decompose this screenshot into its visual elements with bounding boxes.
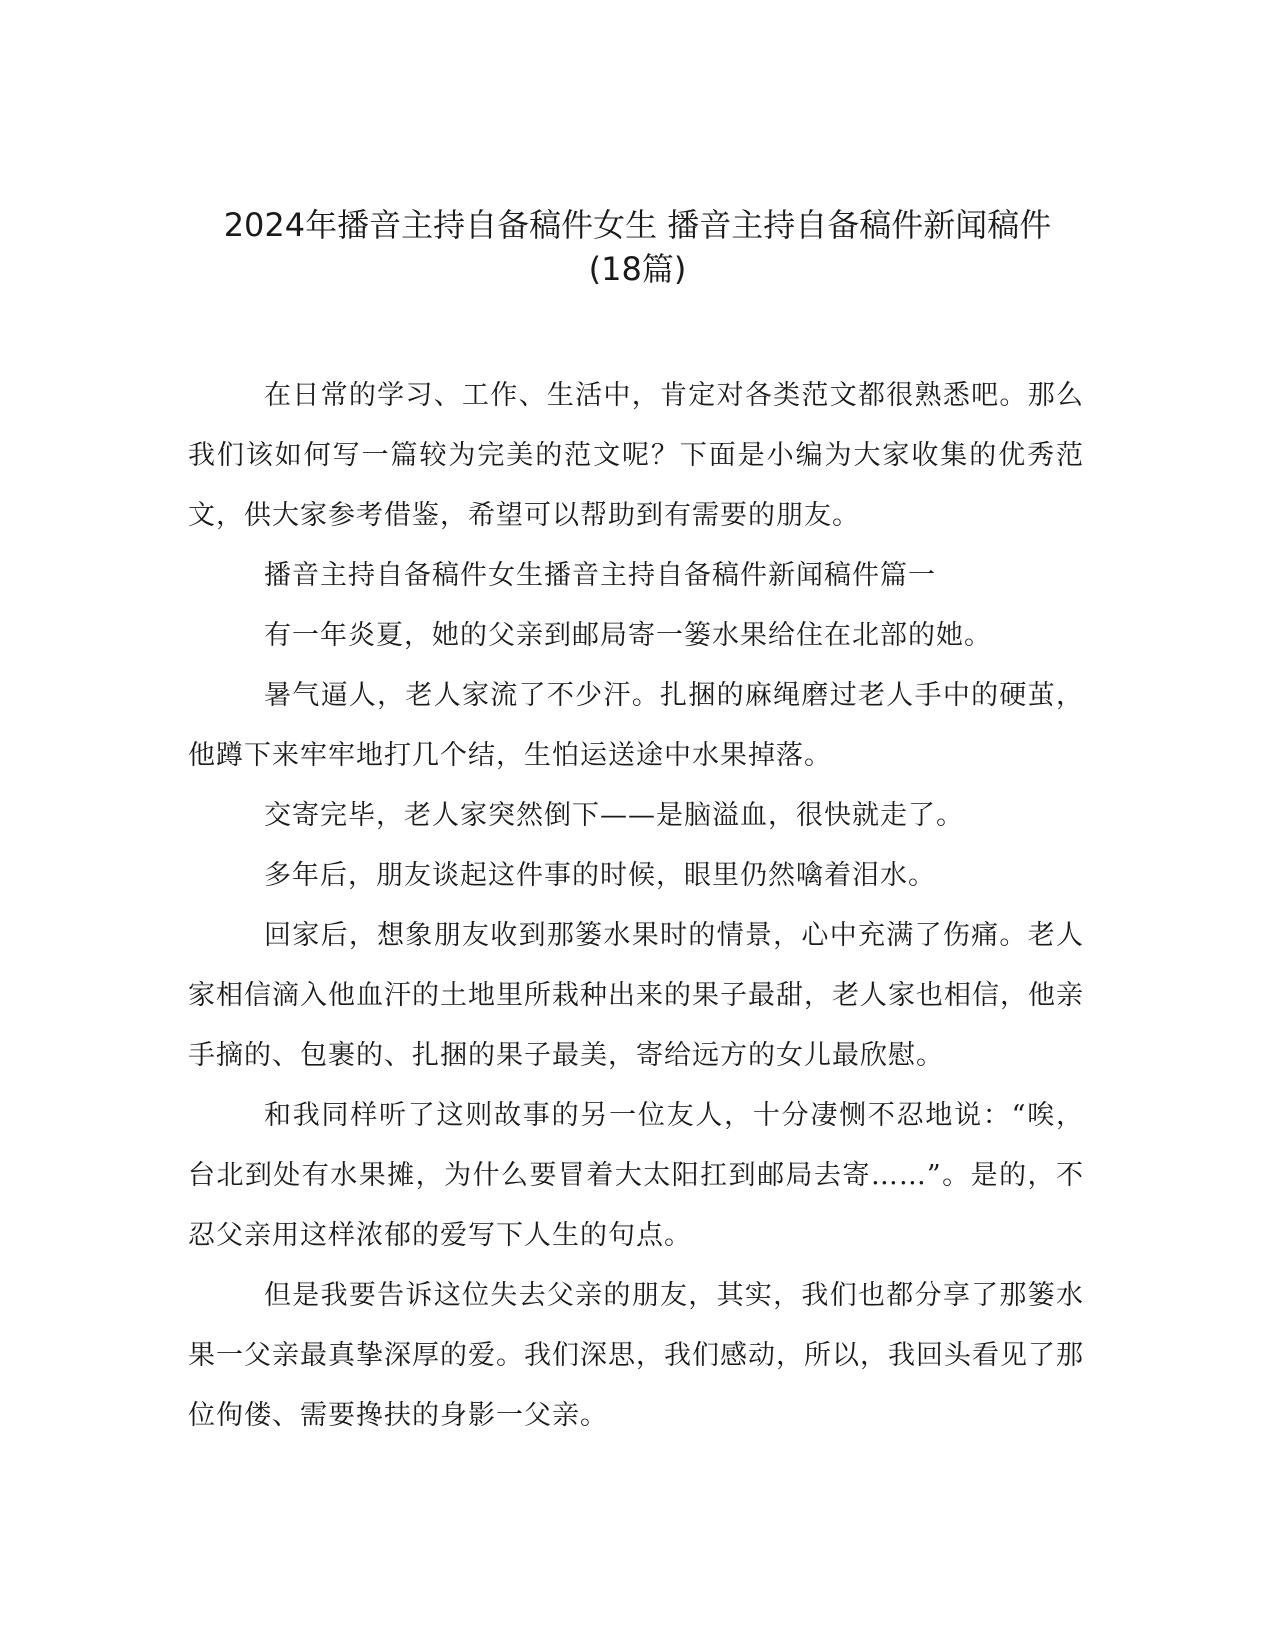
title-line-1: 2024年播音主持自备稿件女生 播音主持自备稿件新闻稿件 xyxy=(223,206,1052,244)
paragraph: 暑气逼人，老人家流了不少汗。扎捆的麻绳磨过老人手中的硬茧，他蹲下来牢牢地打几个结，生怕运送途中水果掉落。 xyxy=(188,680,1084,771)
paragraph: 回家后，想象朋友收到那篓水果时的情景，心中充满了伤痛。老人家相信滴入他血汗的土地里所栽种出来的果子最甜，老人家也相信，他亲手摘的、包裹的、扎捆的果子最美，寄给远方的女儿最欣慰。 xyxy=(188,920,1084,1071)
paragraph: 和我同样听了这则故事的另一位友人，十分凄恻不忍地说：“唉，台北到处有水果摊，为什么要冒着大太阳扛到邮局去寄……”。是的，不忍父亲用这样浓郁的爱写下人生的句点。 xyxy=(188,1100,1084,1251)
document-title xyxy=(150,203,1125,291)
paragraph-intro: 在日常的学习、工作、生活中，肯定对各类范文都很熟悉吧。那么我们该如何写一篇较为完美的范文呢？下面是小编为大家收集的优秀范文，供大家参考借鉴，希望可以帮助到有需要的朋友。 xyxy=(188,380,1084,531)
paragraph: 多年后，朋友谈起这件事的时候，眼里仍然噙着泪水。 xyxy=(264,860,936,891)
paragraph: 有一年炎夏，她的父亲到邮局寄一篓水果给住在北部的她。 xyxy=(264,620,992,651)
document-body xyxy=(188,366,1084,1446)
title-line-2: (18篇) xyxy=(588,250,687,288)
paragraph: 但是我要告诉这位失去父亲的朋友，其实，我们也都分享了那篓水果一父亲最真挚深厚的爱。我们深思，我们感动，所以，我回头看见了那位佝偻、需要搀扶的身影一父亲。 xyxy=(188,1280,1084,1431)
paragraph: 交寄完毕，老人家突然倒下——是脑溢血，很快就走了。 xyxy=(264,800,964,831)
paragraph-section-heading: 播音主持自备稿件女生播音主持自备稿件新闻稿件篇一 xyxy=(264,560,936,591)
